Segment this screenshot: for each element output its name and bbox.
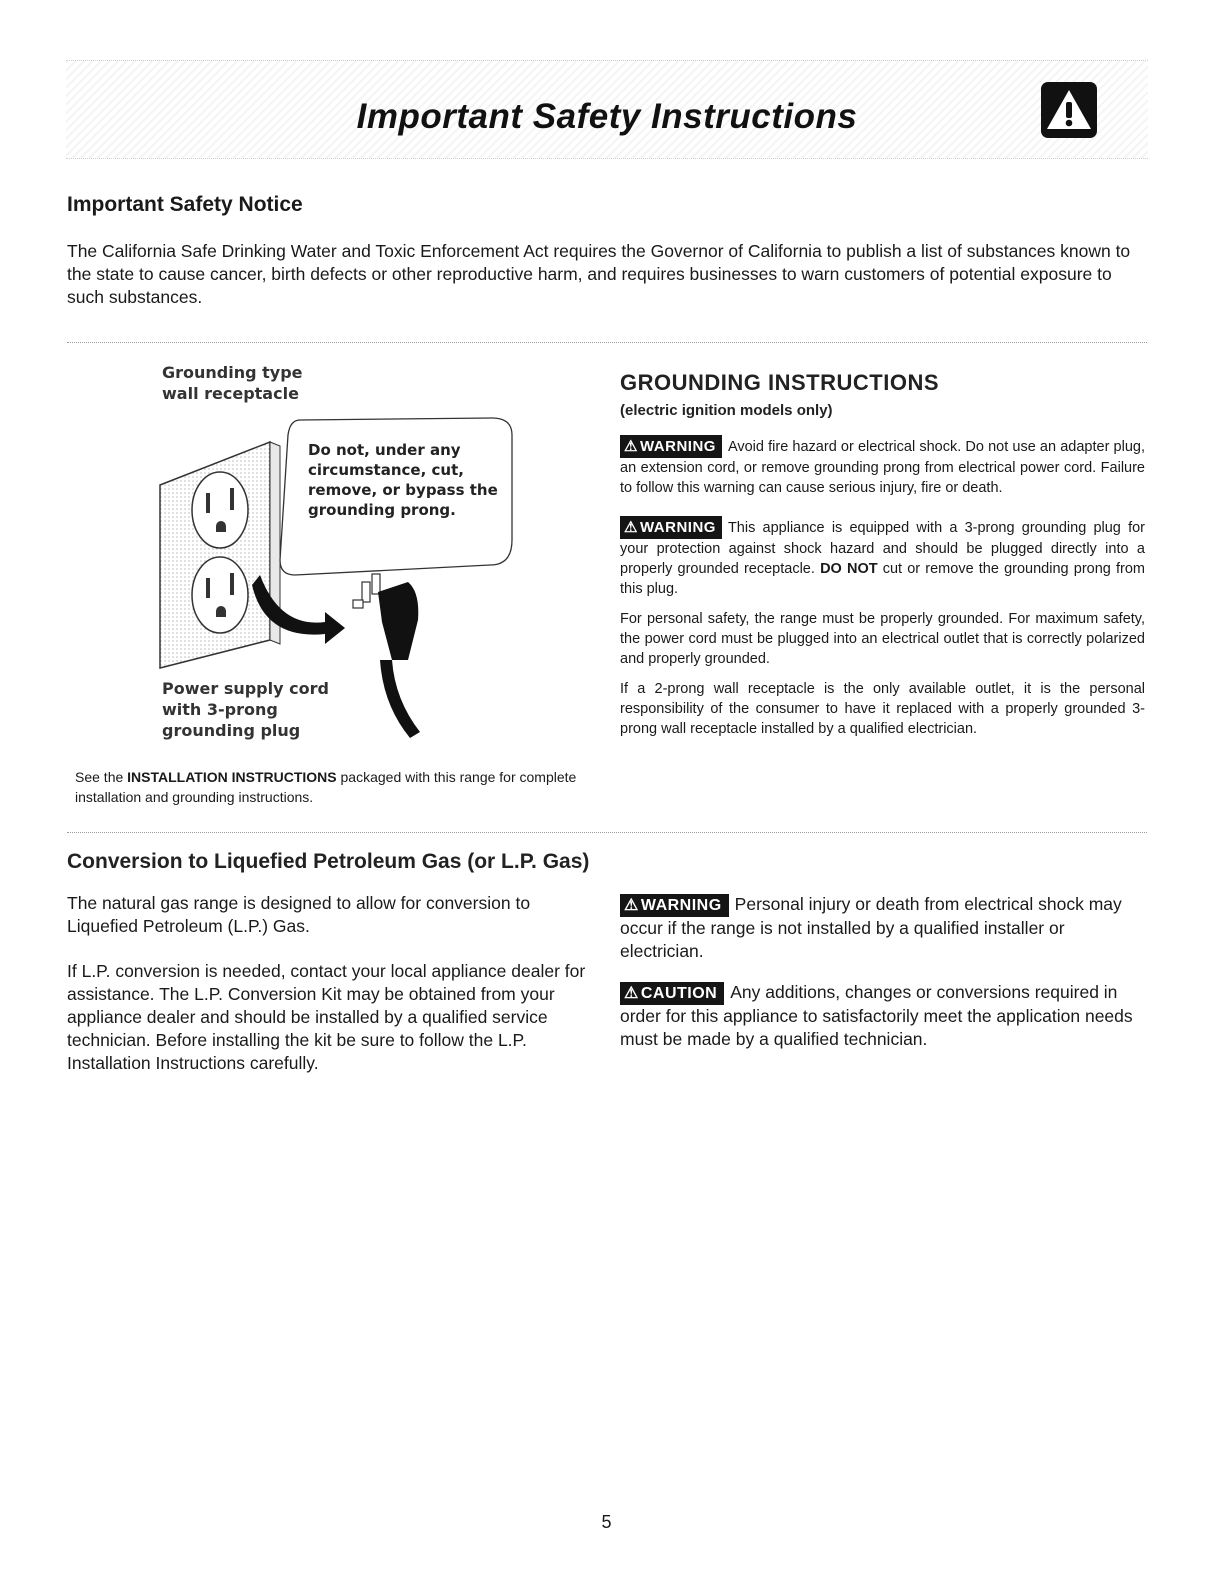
warning-badge-label: WARNING — [639, 519, 716, 536]
lp-paragraph-2: If L.P. conversion is needed, contact your local appliance dealer for assistance. The L.P. Conversion Kit may be obtained from your appliance dealer and should be installed by a qualified service technician. Before installing the kit be sure to follow the L.P. Installation Instructions carefully. — [67, 961, 586, 1073]
warning-badge — [620, 894, 729, 917]
safety-paragraph: For personal safety, the range must be properly grounded. For maximum safety, the power cord must be plugged into an electrical outlet that is correctly polarized and properly grounded. — [620, 611, 1145, 667]
safety-notice-text: The California Safe Drinking Water and Toxic Enforcement Act requires the Governor of California to publish a list of substances known to the state to cause cancer, birth defects or other reproductive harm, and requires businesses to warn customers of potential exposure to such substances. — [67, 241, 1131, 307]
page-number: 5 — [601, 1512, 612, 1532]
warning-icon — [1041, 82, 1097, 138]
donot-bold: DO NOT — [820, 561, 878, 577]
divider — [67, 832, 1147, 833]
lp-paragraph-1: The natural gas range is designed to allow for conversion to Liquefied Petroleum (L.P.) Gas. — [67, 893, 531, 936]
lp-warning-text: Personal injury or death from electrical shock may occur if the range is not installed by a qualified installer or electrician. — [620, 894, 1122, 961]
receptacle-label: Grounding type wall receptacle — [162, 363, 303, 403]
warning-paragraph-1 — [620, 435, 1145, 498]
donot-rest: cut or remove the grounding prong from this plug. — [620, 561, 1145, 597]
divider — [67, 342, 1147, 343]
grounding-section — [620, 370, 1145, 739]
warning-badge — [620, 435, 722, 458]
caution-badge-label: CAUTION — [640, 985, 718, 1002]
lp-left-column — [67, 892, 592, 1075]
caption-prefix: See the — [75, 769, 128, 785]
page-title: Important Safety Instructions — [356, 97, 858, 136]
warning-1-text: Avoid fire hazard or electrical shock. Do not use an adapter plug, an extension cord, or remove grounding prong from electrical power cord. Failure to follow this warning can cause serious injury, fire or death. — [620, 439, 1145, 496]
warning-badge-label: WARNING — [639, 438, 716, 455]
lp-warning-paragraph — [620, 893, 1148, 963]
warning-paragraph-2 — [620, 516, 1145, 599]
caution-badge — [620, 982, 724, 1005]
alert-triangle-icon: ⚠ — [624, 985, 639, 1002]
lp-caution-text: Any additions, changes or conversions required in order for this appliance to satisfactorily meet the application needs must be made by a qualified technician. — [620, 982, 1133, 1049]
caption-suffix: packaged with this range for complete installation and grounding instructions. — [75, 769, 577, 805]
header-banner — [66, 60, 1148, 159]
grounding-heading: GROUNDING INSTRUCTIONS — [620, 370, 939, 395]
grounding-subheading: (electric ignition models only) — [620, 402, 833, 419]
callout-text: Do not, under any circumstance, cut, remove, or bypass the grounding prong. — [308, 441, 498, 519]
alert-triangle-icon: ⚠ — [624, 897, 639, 914]
grounding-figure — [140, 360, 600, 750]
two-prong-paragraph: If a 2-prong wall receptacle is the only available outlet, it is the personal responsibility of the consumer to have it replaced with a properly grounded 3-prong wall receptacle installed by a qualified electrician. — [620, 681, 1145, 737]
safety-notice-heading: Important Safety Notice — [67, 193, 303, 216]
warning-badge-label: WARNING — [640, 897, 722, 914]
warning-badge — [620, 516, 722, 539]
caption-bold: INSTALLATION INSTRUCTIONS — [127, 769, 337, 785]
lp-right-column — [620, 893, 1148, 1051]
alert-triangle-icon: ⚠ — [624, 519, 638, 536]
lp-caution-paragraph — [620, 981, 1148, 1051]
figure-caption — [75, 767, 605, 807]
cord-label: Power supply cord with 3-prong grounding plug — [162, 679, 329, 740]
warning-2-text: This appliance is equipped with a 3-prong grounding plug for your protection against shock hazard and should be plugged directly into a properly grounded receptacle. — [620, 520, 1145, 577]
lp-heading: Conversion to Liquefied Petroleum Gas (or L.P. Gas) — [67, 850, 590, 873]
alert-triangle-icon: ⚠ — [624, 438, 638, 455]
